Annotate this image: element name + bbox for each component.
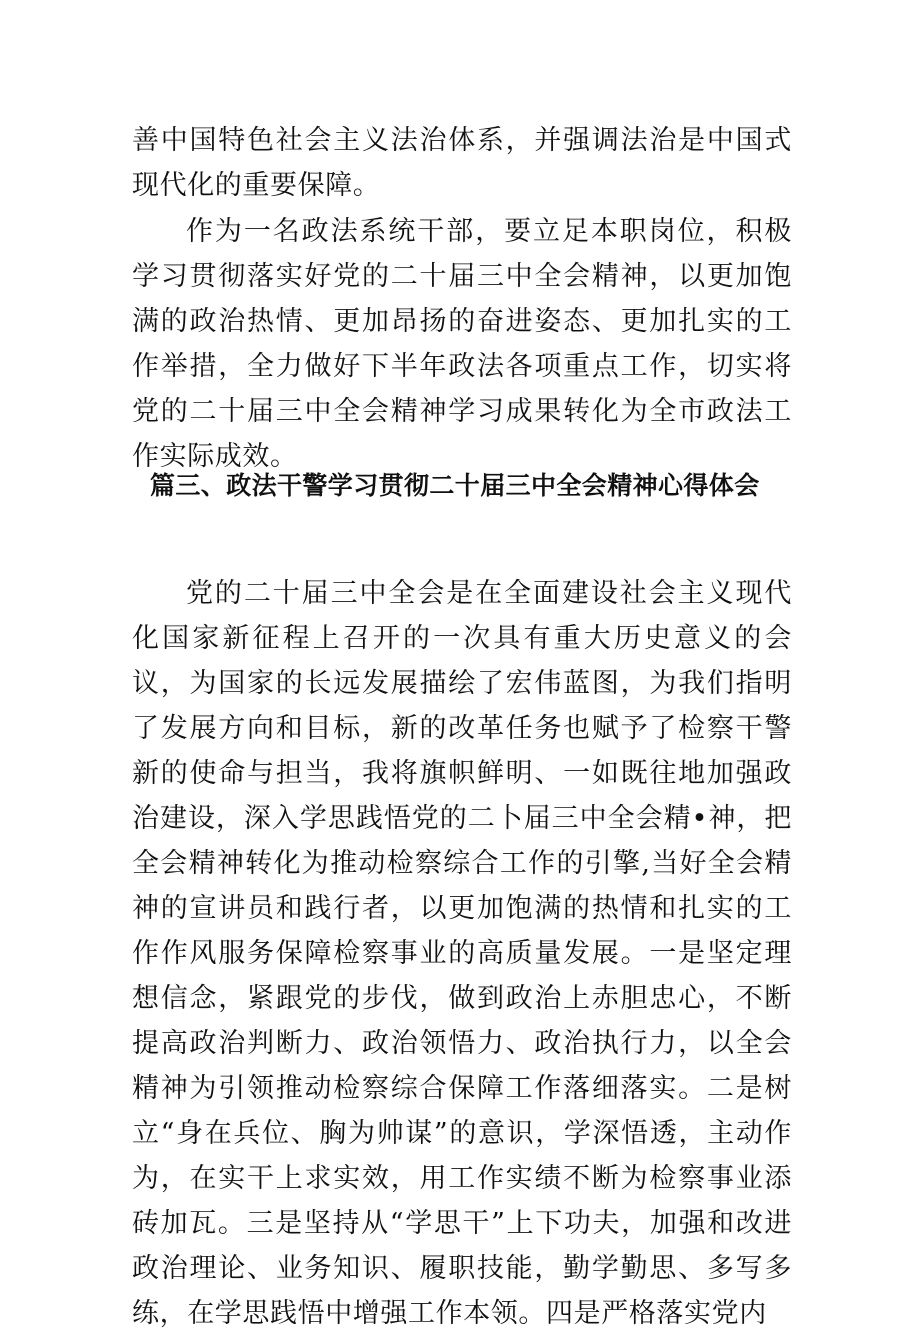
paragraph-continuation: 善中国特色社会主义法治体系，并强调法治是中国式现代化的重要保障。 [132, 125, 792, 201]
body-paragraph: 党的二十届三中全会是在全面建设社会主义现代化国家新征程上召开的一次具有重大历史意义的会议，为国家的长远发展描绘了宏伟蓝图，为我们指明了发展方向和目标，新的改革任务也赋予了检察干警新的使命与担当，我将旗帜鲜明、一如既往地加强政治建设，深入学思践悟党的二卜届三中全会精•神，把全会精神转化为推动检察综合工作的引擎,当好全会精神的宣讲员和践行者，以更加饱满的热情和扎实的工作作风服务保障检察事业的高质量发展。一是坚定理想信念，紧跟党的步伐，做到政治上赤胆忠心，不断提高政治判断力、政治领悟力、政治执行力，以全会精神为引领推动检察综合保障工作落细落实。二是树立“身在兵位、胸为帅谋”的意识，学深悟透，主动作为，在实干上求实效，用工作实绩不断为检察事业添砖加瓦。三是坚持从“学思干”上下功夫，加强和改进政治理论、业务知识、履职技能，勤学勤思、多写多练，在学思践悟中增强工作本领。四是严格落实党内 [132, 578, 792, 1329]
paragraph-conclusion: 作为一名政法系统干部，要立足本职岗位，积极学习贯彻落实好党的二十届三中全会精神，以更加饱满的政治热情、更加昂扬的奋进姿态、更加扎实的工作举措，全力做好下半年政法各项重点工作，切实将党的二十届三中全会精神学习成果转化为全市政法工作实际成效。 [132, 216, 792, 472]
section-heading: 篇三、政法干警学习贯彻二十届三中全会精神心得体会 [150, 471, 760, 500]
